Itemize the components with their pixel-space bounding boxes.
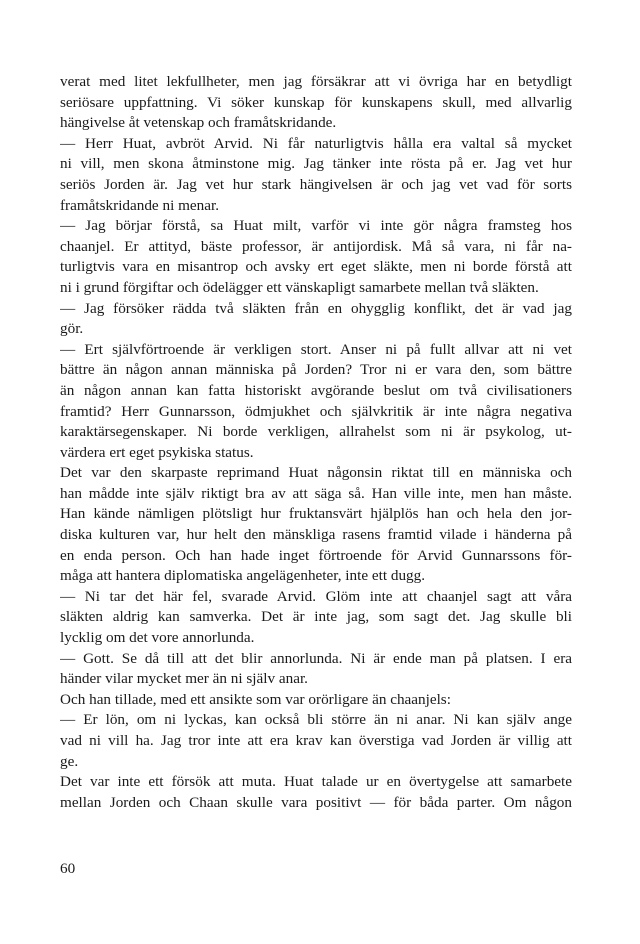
text-line: framåtskridande ni menar. [60,196,219,214]
text-line: — Herr Huat, avbröt Arvid. Ni får naturligtvis hålla era valtal så mycket [60,134,572,152]
page-number: 60 [60,860,76,877]
text-line: släkten aldrig kan samverka. Det är inte jag, som sagt det. Jag skulle bli [60,608,572,626]
text-line: värdera ert eget psykiska status. [60,443,254,461]
text-line: måga att hantera diplomatiska angelägenheter, inte ett dugg. [60,567,426,585]
text-line: Det var den skarpaste reprimand Huat någonsin riktat till en människa och [60,464,572,482]
text-line: händer vilar mycket mer än ni själv anar. [60,670,308,688]
text-line: — Ert självförtroende är verkligen stort. Anser ni på fullt allvar att ni vet [60,340,572,358]
text-line: en enda person. Och han hade inget förtroende för Arvid Gunnarssons för- [60,546,572,564]
text-line: — Jag försöker rädda två släkten från en ohygglig konflikt, det är vad jag [60,299,572,317]
text-line: chaanjel. Er attityd, bäste professor, är antijordisk. Må så vara, ni får na- [60,237,572,255]
text-line: gör. [60,320,84,338]
text-line: verat med litet lekfullheter, men jag försäkrar att vi övriga har en betydligt [60,73,572,90]
text-line: mellan Jorden och Chaan skulle vara positivt — för båda parter. Om någon [60,793,572,811]
text-line: ni vill, men skona åtminstone mig. Jag tänker inte rösta på er. Jag vet hur [60,155,572,173]
text-line: Han kände nämligen plötsligt hur fruktansvärt hjälplös han och hela den jor- [60,505,572,523]
text-line: Det var inte ett försök att muta. Huat talade ur en övertygelse att samarbete [60,773,572,791]
text-line: karaktärsegenskaper. Ni borde verkligen, allrahelst som ni är psykolog, ut- [60,423,572,441]
text-line: seriösare uppfattning. Vi söker kunskap för kunskapens skull, med allvarlig [60,93,572,111]
text-line: — Ni tar det här fel, svarade Arvid. Glöm inte att chaanjel sagt att våra [60,587,572,605]
body-text [60,72,572,813]
text-line: ni i grund förgiftar och ödelägger ett vänskapligt samarbete mellan två släkten. [60,278,539,296]
text-line: ge. [60,752,79,770]
text-line: — Jag börjar förstå, sa Huat milt, varför vi inte gör några framsteg hos [60,217,572,235]
text-line: framtid? Herr Gunnarsson, ödmjukhet och självkritik är inte några negativa [60,402,572,420]
text-line: turligtvis vara en misantrop och avsky ert eget släkte, men ni borde förstå att [60,258,572,276]
text-line: lycklig om det vore annorlunda. [60,629,255,647]
text-line: bättre än någon annan människa på Jorden? Tror ni er vara den, som bättre [60,361,572,379]
text-line: hängivelse åt vetenskap och framåtskridande. [60,114,337,132]
text-line: seriös Jorden är. Jag vet hur stark hängivelsen är och jag vet vad för sorts [60,175,572,193]
text-line: han mådde inte själv riktigt bra av att säga så. Han ville inte, men han måste. [60,484,572,502]
text-line: Och han tillade, med ett ansikte som var orörligare än chaanjels: [60,690,451,708]
text-line: än någon annan kan fatta historiskt avgörande beslut om två civilisationers [60,381,572,399]
text-line: — Gott. Se då till att det blir annorlunda. Ni är ende man på platsen. I era [60,649,572,667]
text-line: vad ni vill ha. Jag tror inte att era krav kan överstiga vad Jorden är villig att [60,732,572,749]
text-line: diska kulturen var, hur helt den mänskliga rasens framtid vilade i händerna på [60,526,572,544]
text-line: — Er lön, om ni lyckas, kan också bli större än ni anar. Ni kan själv ange [60,711,572,729]
